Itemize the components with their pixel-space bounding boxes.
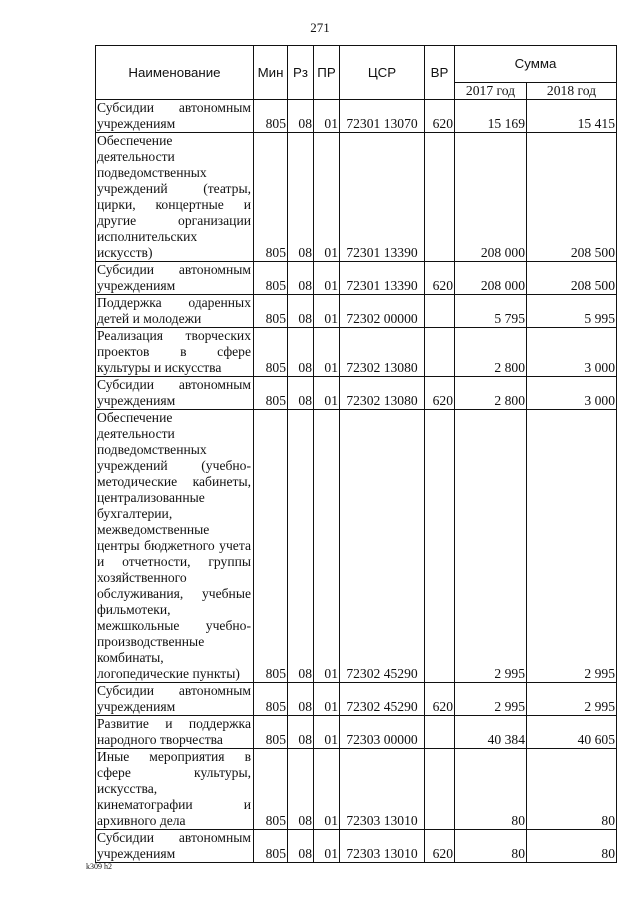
cell-vr: 620 [425, 377, 455, 410]
cell-sum-2017: 2 995 [455, 410, 527, 683]
cell-pr: 01 [314, 683, 340, 716]
cell-min: 805 [254, 133, 288, 262]
cell-pr: 01 [314, 295, 340, 328]
cell-min: 805 [254, 100, 288, 133]
table-row [96, 262, 617, 295]
cell-sum-2017: 80 [455, 830, 527, 863]
cell-rz: 08 [288, 716, 314, 749]
footer-code: k309 h2 [86, 862, 112, 871]
cell-min: 805 [254, 295, 288, 328]
cell-csr: 72302 45290 [340, 410, 425, 683]
cell-csr: 72303 13010 [340, 830, 425, 863]
cell-csr: 72301 13070 [340, 100, 425, 133]
cell-rz: 08 [288, 683, 314, 716]
cell-csr: 72303 00000 [340, 716, 425, 749]
table-row [96, 133, 617, 262]
cell-name: Поддержка одаренных детей и молодежи [96, 295, 254, 328]
cell-vr [425, 328, 455, 377]
header-pr: ПР [314, 46, 340, 100]
cell-min: 805 [254, 262, 288, 295]
cell-pr: 01 [314, 830, 340, 863]
cell-sum-2017: 2 800 [455, 328, 527, 377]
budget-table [95, 45, 617, 863]
cell-sum-2017: 2 800 [455, 377, 527, 410]
cell-sum-2017: 208 000 [455, 262, 527, 295]
header-year-2017: 2017 год [455, 83, 527, 100]
table-row [96, 410, 617, 683]
header-csr: ЦСР [340, 46, 425, 100]
header-sum: Сумма [455, 46, 617, 83]
cell-csr: 72301 13390 [340, 262, 425, 295]
cell-sum-2018: 208 500 [527, 262, 617, 295]
cell-sum-2018: 2 995 [527, 410, 617, 683]
cell-rz: 08 [288, 100, 314, 133]
cell-rz: 08 [288, 262, 314, 295]
cell-csr: 72301 13390 [340, 133, 425, 262]
cell-vr [425, 295, 455, 328]
cell-name: Обеспечение деятельности подведомственных учреждений (учебно-методические кабинеты, централизованные бухгалтерии, межведомственные центры бюджетного учета и отчетности, группы хозяйственного обслуживания, учебные фильмотеки, межшкольные учебно-производственные комбинаты, логопедические пункты) [96, 410, 254, 683]
header-min: Мин [254, 46, 288, 100]
cell-name: Обеспечение деятельности подведомственных учреждений (театры, цирки, концертные и другие организации исполнительских искусств) [96, 133, 254, 262]
cell-min: 805 [254, 377, 288, 410]
page-number: 271 [310, 20, 330, 35]
cell-name: Субсидии автономным учреждениям [96, 262, 254, 295]
cell-rz: 08 [288, 133, 314, 262]
cell-pr: 01 [314, 410, 340, 683]
cell-name: Развитие и поддержка народного творчества [96, 716, 254, 749]
cell-vr: 620 [425, 100, 455, 133]
cell-name: Иные мероприятия в сфере культуры, искусства, кинематографии и архивного дела [96, 749, 254, 830]
cell-min: 805 [254, 683, 288, 716]
cell-name: Субсидии автономным учреждениям [96, 377, 254, 410]
cell-vr [425, 749, 455, 830]
table-row [96, 100, 617, 133]
cell-sum-2017: 40 384 [455, 716, 527, 749]
cell-sum-2017: 5 795 [455, 295, 527, 328]
cell-pr: 01 [314, 377, 340, 410]
cell-sum-2018: 5 995 [527, 295, 617, 328]
cell-pr: 01 [314, 133, 340, 262]
cell-vr [425, 410, 455, 683]
cell-min: 805 [254, 830, 288, 863]
cell-pr: 01 [314, 262, 340, 295]
header-year-2018: 2018 год [527, 83, 617, 100]
cell-csr: 72302 13080 [340, 377, 425, 410]
cell-csr: 72303 13010 [340, 749, 425, 830]
cell-vr [425, 716, 455, 749]
cell-sum-2017: 80 [455, 749, 527, 830]
cell-csr: 72302 45290 [340, 683, 425, 716]
header-vr: ВР [425, 46, 455, 100]
cell-name: Субсидии автономным учреждениям [96, 100, 254, 133]
header-name: Наименование [96, 46, 254, 100]
cell-rz: 08 [288, 377, 314, 410]
cell-sum-2018: 15 415 [527, 100, 617, 133]
cell-rz: 08 [288, 328, 314, 377]
cell-min: 805 [254, 749, 288, 830]
cell-vr: 620 [425, 683, 455, 716]
cell-sum-2018: 3 000 [527, 328, 617, 377]
table-row [96, 377, 617, 410]
cell-csr: 72302 13080 [340, 328, 425, 377]
header-rz: Рз [288, 46, 314, 100]
table-row [96, 328, 617, 377]
cell-sum-2017: 208 000 [455, 133, 527, 262]
cell-sum-2017: 15 169 [455, 100, 527, 133]
cell-sum-2018: 2 995 [527, 683, 617, 716]
cell-rz: 08 [288, 295, 314, 328]
cell-vr: 620 [425, 830, 455, 863]
cell-name: Субсидии автономным учреждениям [96, 830, 254, 863]
cell-sum-2018: 208 500 [527, 133, 617, 262]
table-row [96, 749, 617, 830]
cell-pr: 01 [314, 100, 340, 133]
cell-sum-2017: 2 995 [455, 683, 527, 716]
cell-name: Реализация творческих проектов в сфере культуры и искусства [96, 328, 254, 377]
cell-pr: 01 [314, 716, 340, 749]
cell-rz: 08 [288, 830, 314, 863]
cell-rz: 08 [288, 410, 314, 683]
cell-sum-2018: 80 [527, 830, 617, 863]
table-body [96, 100, 617, 863]
cell-sum-2018: 3 000 [527, 377, 617, 410]
cell-min: 805 [254, 410, 288, 683]
cell-pr: 01 [314, 749, 340, 830]
cell-sum-2018: 80 [527, 749, 617, 830]
cell-csr: 72302 00000 [340, 295, 425, 328]
table-row [96, 683, 617, 716]
cell-vr [425, 133, 455, 262]
cell-name: Субсидии автономным учреждениям [96, 683, 254, 716]
cell-sum-2018: 40 605 [527, 716, 617, 749]
cell-min: 805 [254, 716, 288, 749]
table-row [96, 830, 617, 863]
cell-pr: 01 [314, 328, 340, 377]
table-row [96, 295, 617, 328]
cell-rz: 08 [288, 749, 314, 830]
table-row [96, 716, 617, 749]
cell-min: 805 [254, 328, 288, 377]
cell-vr: 620 [425, 262, 455, 295]
